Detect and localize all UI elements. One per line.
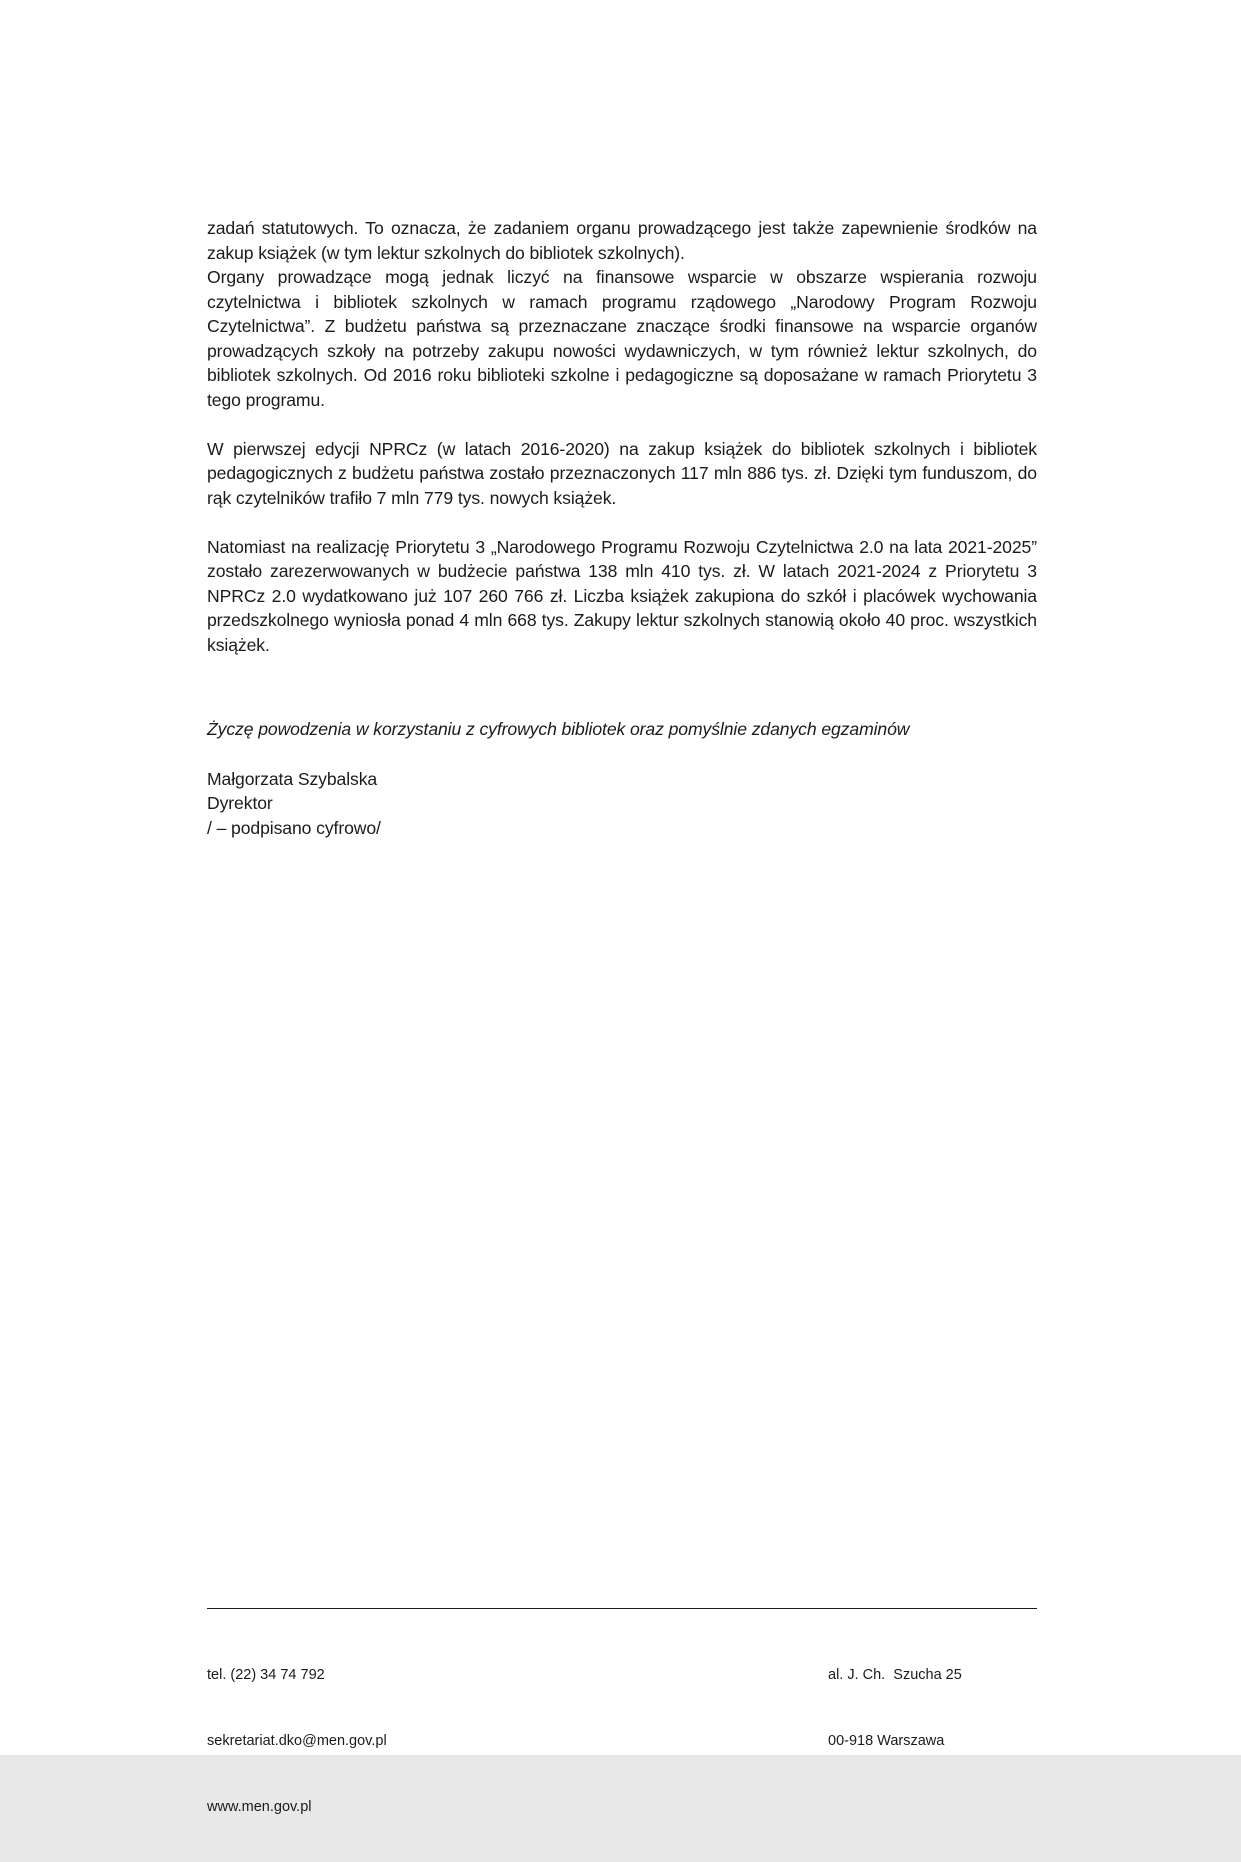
- signature-digital-note: / – podpisano cyfrowo/: [207, 817, 381, 838]
- letter-body: [207, 216, 1037, 840]
- footer-address-street: al. J. Ch. Szucha 25: [828, 1667, 962, 1683]
- body-paragraph-4: Natomiast na realizację Priorytetu 3 „Narodowego Programu Rozwoju Czytelnictwa 2.0 na lata 2021-2025” zostało zarezerwowanych w budżecie państwa 138 mln 410 tys. zł. W latach 2021-2024 z Priorytetu 3 NPRCz 2.0 wydatkowano już 107 260 766 zł. Liczba książek zakupiona do szkół i placówek wychowania przedszkolnego wyniosła ponad 4 mln 668 tys. Zakupy lektur szkolnych stanowią około 40 proc. wszystkich książek.: [207, 536, 1037, 655]
- footer-address-column: [828, 1620, 962, 1796]
- body-paragraph-3: W pierwszej edycji NPRCz (w latach 2016-2020) na zakup książek do bibliotek szkolnych i bibliotek pedagogicznych z budżetu państwa zostało przeznaczonych 117 mln 886 tys. zł. Dzięki tym funduszom, do rąk czytelników trafiło 7 mln 779 tys. nowych książek.: [207, 438, 1037, 508]
- footer-address-city: 00-918 Warszawa: [828, 1733, 945, 1749]
- footer-contact-column: [207, 1620, 387, 1862]
- footer-phone: tel. (22) 34 74 792: [207, 1667, 325, 1683]
- footer-divider: [207, 1608, 1037, 1609]
- footer-email: sekretariat.dko@men.gov.pl: [207, 1733, 387, 1749]
- signature-block: [207, 767, 1037, 841]
- body-paragraph-1: zadań statutowych. To oznacza, że zadaniem organu prowadzącego jest także zapewnienie środków na zakup książek (w tym lektur szkolnych do bibliotek szkolnych).: [207, 218, 1037, 263]
- signature-name: Małgorzata Szybalska: [207, 768, 378, 789]
- signature-title: Dyrektor: [207, 793, 273, 813]
- footer-website: www.men.gov.pl: [207, 1799, 312, 1815]
- body-paragraph-2: Organy prowadzące mogą jednak liczyć na finansowe wsparcie w obszarze wspierania rozwoju czytelnictwa i bibliotek szkolnych w ramach programu rządowego „Narodowy Program Rozwoju Czytelnictwa”. Z budżetu państwa są przeznaczane znaczące środki finansowe na wsparcie organów prowadzących szkoły na potrzeby zakupu nowości wydawniczych, w tym również lektur szkolnych, do bibliotek szkolnych. Od 2016 roku biblioteki szkolne i pedagogiczne są doposażane w ramach Priorytetu 3 tego programu.: [207, 267, 1037, 410]
- closing-wish: Życzę powodzenia w korzystaniu z cyfrowych bibliotek oraz pomyślnie zdanych egzaminów: [207, 719, 910, 739]
